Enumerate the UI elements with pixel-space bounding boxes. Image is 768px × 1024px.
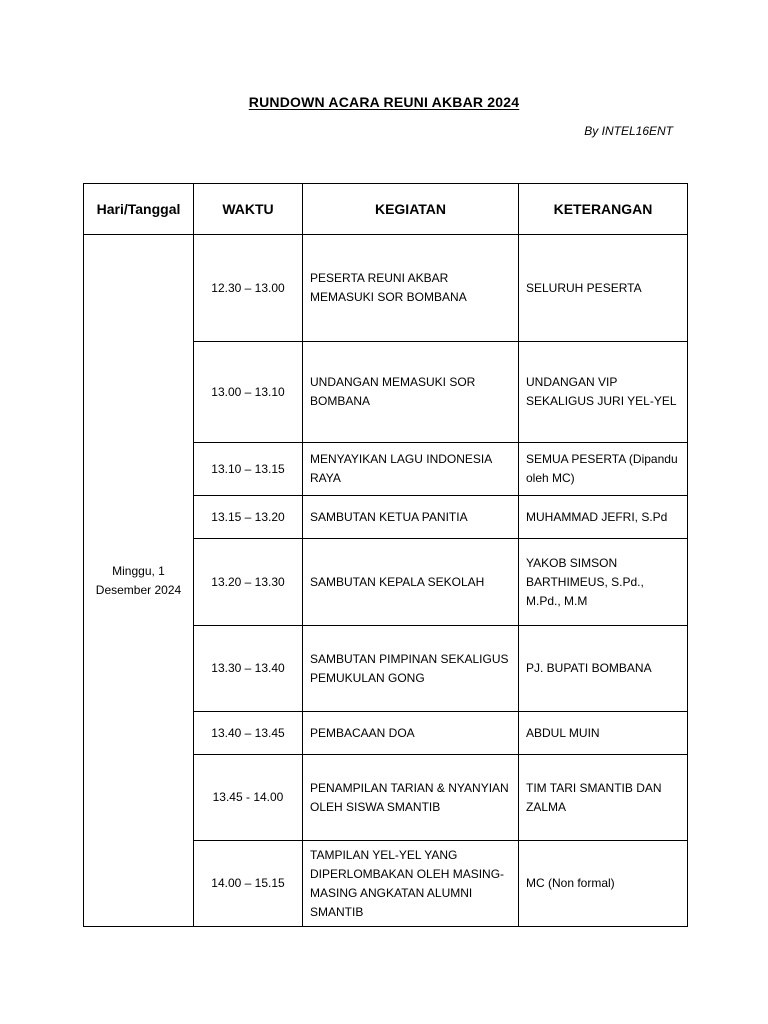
activity-cell: UNDANGAN MEMASUKI SOR BOMBANA — [303, 342, 519, 443]
day-date-cell: Minggu, 1 Desember 2024 — [84, 235, 194, 927]
activity-cell: SAMBUTAN PIMPINAN SEKALIGUS PEMUKULAN GONG — [303, 626, 519, 712]
document-byline: By INTEL16ENT — [584, 124, 673, 138]
note-cell: PJ. BUPATI BOMBANA — [519, 626, 688, 712]
header-waktu: WAKTU — [194, 184, 303, 235]
table-header-row — [84, 184, 688, 235]
note-cell: MC (Non formal) — [519, 841, 688, 927]
time-cell: 14.00 – 15.15 — [194, 841, 303, 927]
activity-cell: PEMBACAAN DOA — [303, 712, 519, 755]
header-hari-tanggal: Hari/Tanggal — [84, 184, 194, 235]
time-cell: 12.30 – 13.00 — [194, 235, 303, 342]
note-cell: MUHAMMAD JEFRI, S.Pd — [519, 496, 688, 539]
header-keterangan: KETERANGAN — [519, 184, 688, 235]
time-cell: 13.00 – 13.10 — [194, 342, 303, 443]
activity-cell: PENAMPILAN TARIAN & NYANYIAN OLEH SISWA SMANTIB — [303, 755, 519, 841]
document-title: RUNDOWN ACARA REUNI AKBAR 2024 — [248, 94, 520, 110]
activity-cell: SAMBUTAN KEPALA SEKOLAH — [303, 539, 519, 626]
activity-cell: PESERTA REUNI AKBAR MEMASUKI SOR BOMBANA — [303, 235, 519, 342]
header-kegiatan: KEGIATAN — [303, 184, 519, 235]
time-cell: 13.10 – 13.15 — [194, 443, 303, 496]
note-cell: SEMUA PESERTA (Dipandu oleh MC) — [519, 443, 688, 496]
time-cell: 13.40 – 13.45 — [194, 712, 303, 755]
time-cell: 13.45 - 14.00 — [194, 755, 303, 841]
note-cell: SELURUH PESERTA — [519, 235, 688, 342]
activity-cell: TAMPILAN YEL-YEL YANG DIPERLOMBAKAN OLEH MASING-MASING ANGKATAN ALUMNI SMANTIB — [303, 841, 519, 927]
activity-cell: SAMBUTAN KETUA PANITIA — [303, 496, 519, 539]
time-cell: 13.30 – 13.40 — [194, 626, 303, 712]
note-cell: YAKOB SIMSON BARTHIMEUS, S.Pd., M.Pd., M.M — [519, 539, 688, 626]
note-cell: TIM TARI SMANTIB DAN ZALMA — [519, 755, 688, 841]
note-cell: ABDUL MUIN — [519, 712, 688, 755]
note-cell: UNDANGAN VIP SEKALIGUS JURI YEL-YEL — [519, 342, 688, 443]
time-cell: 13.15 – 13.20 — [194, 496, 303, 539]
table-row — [84, 235, 688, 342]
rundown-table — [83, 183, 688, 927]
time-cell: 13.20 – 13.30 — [194, 539, 303, 626]
activity-cell: MENYAYIKAN LAGU INDONESIA RAYA — [303, 443, 519, 496]
